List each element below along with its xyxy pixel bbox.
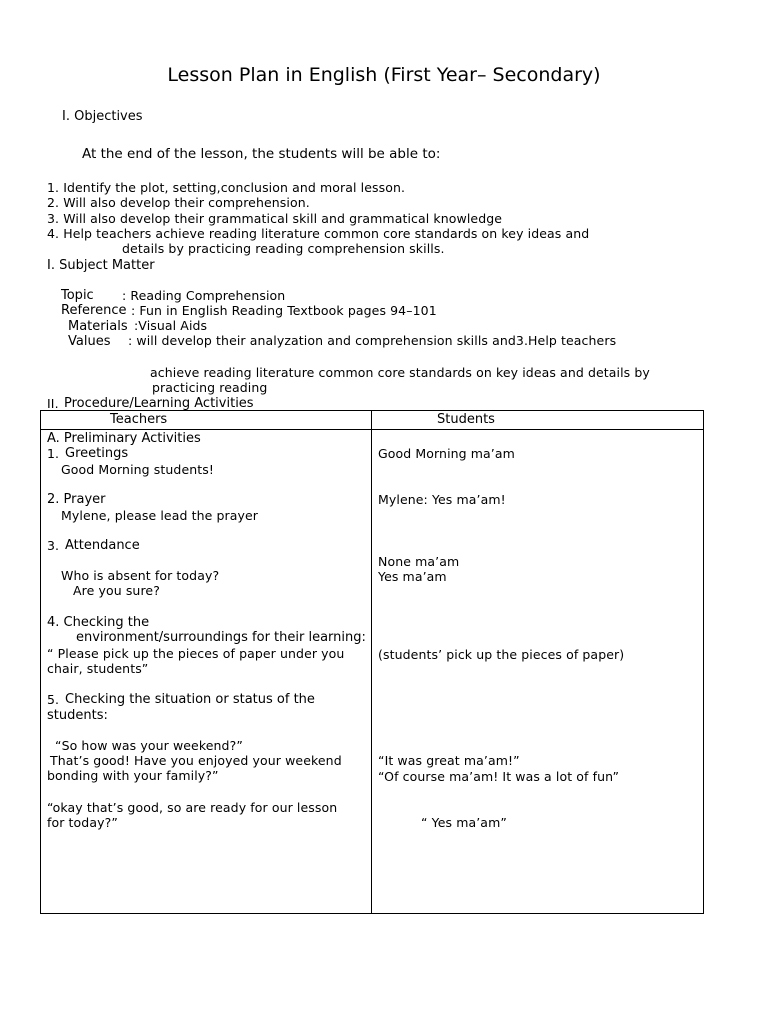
student-line: Good Morning ma’am bbox=[378, 446, 515, 461]
greetings-label: Greetings bbox=[65, 446, 129, 461]
objective-item: 2. Will also develop their comprehension. bbox=[47, 195, 310, 210]
table-header-divider bbox=[40, 429, 704, 430]
reference-value: : Fun in English Reading Textbook pages 94–101 bbox=[131, 303, 437, 318]
reference-label: Reference bbox=[61, 303, 127, 318]
teacher-line: chair, students” bbox=[47, 661, 149, 676]
col-header-students: Students bbox=[437, 412, 495, 427]
procedure-heading: Procedure/Learning Activities bbox=[64, 396, 254, 411]
objective-item: 3. Will also develop their grammatical skill and grammatical knowledge bbox=[47, 211, 503, 226]
materials-value: :Visual Aids bbox=[134, 318, 208, 333]
teacher-line: That’s good! Have you enjoyed your weekend bbox=[50, 753, 342, 768]
student-line: “Of course ma’am! It was a lot of fun” bbox=[378, 769, 620, 784]
objective-item: details by practicing reading comprehension skills. bbox=[122, 241, 445, 256]
preliminary-activities: A. Preliminary Activities bbox=[47, 431, 201, 446]
objectives-intro: At the end of the lesson, the students will be able to: bbox=[82, 146, 441, 162]
situation-label: students: bbox=[47, 708, 108, 723]
procedure-number: II. bbox=[47, 396, 59, 411]
situation-number: 5. bbox=[47, 692, 60, 707]
teacher-line: Good Morning students! bbox=[61, 462, 214, 477]
teacher-line: for today?” bbox=[47, 815, 118, 830]
materials-label: Materials bbox=[68, 319, 128, 334]
prayer-label: 2. Prayer bbox=[47, 492, 106, 507]
teacher-line: “So how was your weekend?” bbox=[55, 738, 243, 753]
teacher-line: Are you sure? bbox=[73, 583, 160, 598]
values-label: Values bbox=[68, 334, 111, 349]
student-line: (students’ pick up the pieces of paper) bbox=[378, 647, 625, 662]
objective-item: 4. Help teachers achieve reading literature common core standards on key ideas and bbox=[47, 226, 590, 241]
checking-environment-label: 4. Checking the bbox=[47, 615, 150, 630]
attendance-label: Attendance bbox=[65, 538, 140, 553]
subject-matter-heading: I. Subject Matter bbox=[47, 258, 155, 273]
teacher-line: Mylene, please lead the prayer bbox=[61, 508, 259, 523]
topic-label: Topic bbox=[61, 288, 94, 303]
teacher-line: “ Please pick up the pieces of paper under you bbox=[47, 646, 345, 661]
checking-environment-label: environment/surroundings for their learning: bbox=[76, 630, 366, 645]
student-line: “ Yes ma’am” bbox=[421, 815, 507, 830]
values-value: : will develop their analyzation and comprehension skills and3.Help teachers bbox=[128, 333, 617, 348]
page-title: Lesson Plan in English (First Year– Secondary) bbox=[167, 64, 601, 86]
teacher-line: Who is absent for today? bbox=[61, 568, 220, 583]
greetings-number: 1. bbox=[47, 446, 60, 461]
student-line: “It was great ma’am!” bbox=[378, 753, 520, 768]
student-line: Yes ma’am bbox=[378, 569, 447, 584]
objective-item: 1. Identify the plot, setting,conclusion and moral lesson. bbox=[47, 180, 406, 195]
teacher-line: bonding with your family?” bbox=[47, 768, 219, 783]
topic-value: : Reading Comprehension bbox=[122, 288, 286, 303]
attendance-number: 3. bbox=[47, 538, 60, 553]
values-continued: achieve reading literature common core standards on key ideas and details by bbox=[150, 365, 650, 380]
objectives-heading: I. Objectives bbox=[62, 109, 143, 124]
table-column-divider bbox=[371, 410, 372, 914]
teacher-line: “okay that’s good, so are ready for our lesson bbox=[47, 800, 338, 815]
student-line: Mylene: Yes ma’am! bbox=[378, 492, 506, 507]
values-continued: practicing reading bbox=[152, 380, 268, 395]
situation-label: Checking the situation or status of the bbox=[65, 692, 315, 707]
student-line: None ma’am bbox=[378, 554, 460, 569]
col-header-teachers: Teachers bbox=[110, 412, 168, 427]
